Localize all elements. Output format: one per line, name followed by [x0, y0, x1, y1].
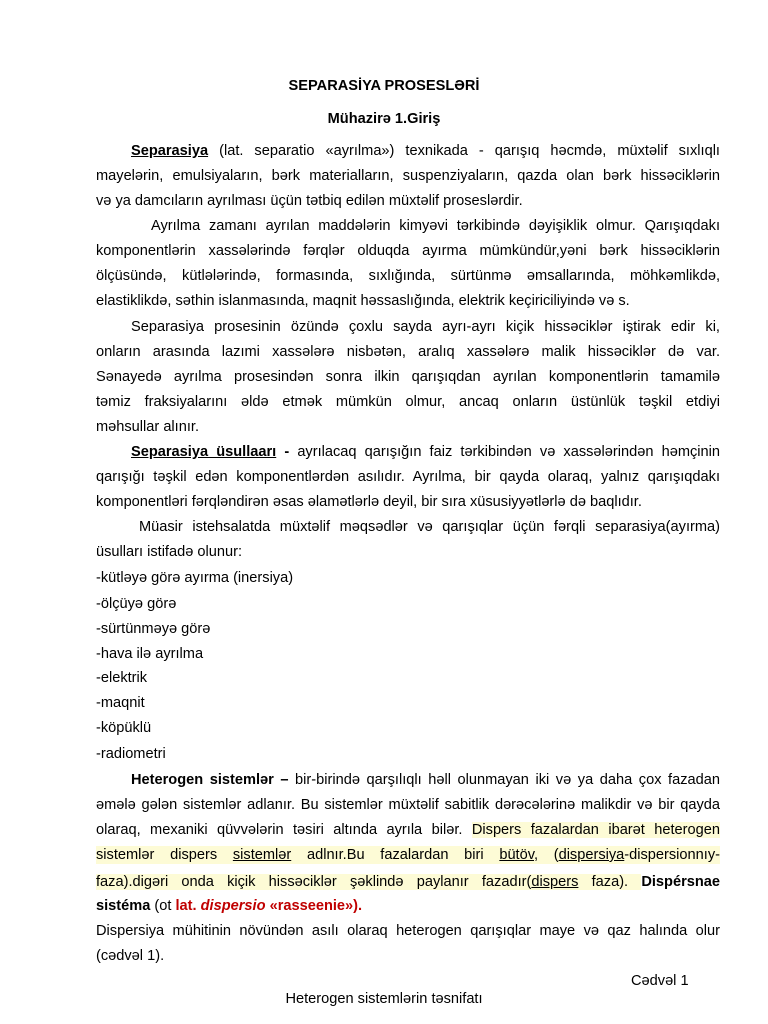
p6-line8: (cədvəl 1).	[96, 948, 165, 964]
p3-line4: təmiz fraksiyalarını əldə etmək mümkün olmur, ancaq onların üstünlük təşkil etdiyi	[96, 394, 720, 410]
p5-line1: Müasir istehsalatda müxtəlif məqsədlər və qarışıqlar üçün fərqli separasiya(ayırma)	[139, 519, 720, 535]
p6-line4: sistemlər dispers sistemlər adlnır.Bu fazalardan biri bütöv, (dispersiya-dispersionnıy-	[96, 847, 720, 863]
list-item: -sürtünməyə görə	[96, 621, 211, 637]
table-label: Cədvəl 1	[631, 973, 689, 989]
document-title: SEPARASİYA PROSESLƏRİ	[288, 78, 480, 94]
lecture-subtitle: Mühazirə 1.Giriş	[327, 111, 441, 127]
list-item: -hava ilə ayrılma	[96, 646, 204, 662]
p2-line4: elastiklikdə, səthin islanmasında, maqnit həssaslığında, elektrik keçiriciliyində və s.	[96, 293, 630, 309]
p2-line3: ölçüsündə, kütlələrində, formasında, sıxlığında, sürtünmə əmsallarında, möhkəmlikdə,	[96, 268, 720, 284]
p1-line1: Separasiya (lat. separatio «ayrılma») texnikada - qarışıq həcmdə, müxtəlif sıxlıqlı	[131, 143, 720, 159]
term-separasiya: Separasiya	[131, 143, 209, 159]
p2-line2: komponentlərin xassələrində fərqlər olduqda ayırma mümkündür,yəni bərk hissəciklərin	[96, 243, 720, 259]
p5-line2: üsulları istifadə olunur:	[96, 544, 243, 560]
list-item: -köpüklü	[96, 720, 152, 736]
p1-line3: və ya damcıların ayrılması üçün tətbiq edilən müxtəlif proseslərdir.	[96, 193, 523, 209]
p6-line1: Heterogen sistemlər – bir-birində qarşılıqlı həll olunmayan iki və ya daha çox fazadan	[131, 772, 720, 788]
highlighted-text: Dispers fazalardan ibarət heterogen	[471, 822, 720, 838]
p1-line2: mayelərin, emulsiyaların, bərk materialların, suspenziyaların, qazda olan bərk hissəciklərin	[96, 168, 720, 184]
list-item: -maqnit	[96, 695, 145, 711]
p6-line2: əmələ gələn sistemlər adlanır. Bu sistemlər müxtəlif sabitlik dərəcələrinə malikdir və bir qayda	[96, 797, 720, 813]
p4-line1: Separasiya üsullaarı - ayrılacaq qarışığın faiz tərkibindən və xassələrindən həmçinin	[131, 444, 720, 460]
table-caption: Heterogen sistemlərin təsnifatı	[285, 991, 483, 1007]
p4-line3: komponentləri fərqləndirən əsas əlamətlərlə deyil, bir sıra xüsusiyyətlərlə də baqlıdır.	[96, 494, 642, 510]
p3-line2: onların arasında lazımi xassələrə nisbətən, aralıq xassələrə malik hissəciklər də var.	[96, 344, 720, 360]
p6-line5: faza).digəri onda kiçik hissəciklər şəklində paylanır fazadır(dispers faza). Dispérsnae	[96, 874, 721, 890]
p6-line3: olaraq, mexaniki qüvvələrin təsiri altında ayrıla bilər. Dispers fazalardan ibarət heterogen	[96, 822, 720, 838]
term-separasiya-usullari: Separasiya üsullaarı	[131, 444, 277, 460]
list-item: -kütləyə görə ayırma (inersiya)	[96, 570, 294, 586]
p3-line5: məhsullar alınır.	[96, 419, 200, 435]
list-item: -elektrik	[96, 670, 148, 686]
p3-line1: Separasiya prosesinin özündə çoxlu sayda ayrı-ayrı kiçik hissəciklər iştirak edir ki,	[131, 319, 720, 335]
term-heterogen-sistemler: Heterogen sistemlər –	[131, 772, 289, 788]
list-item: -ölçüyə görə	[96, 596, 177, 612]
p6-line7: Dispersiya mühitinin növündən asılı olaraq heterogen qarışıqlar maye və qaz halında olur	[96, 923, 720, 939]
p3-line3: Sənayedə ayrılma prosesindən sonra ilkin qarışıqdan ayrılan komponentlərin tamamilə	[96, 369, 720, 385]
p4-line2: qarışığı təşkil edən komponentlərdən asılıdır. Ayrılma, bir qayda olaraq, yalnız qarışıqdakı	[96, 469, 720, 485]
list-item: -radiometri	[96, 746, 166, 762]
p2-line1: Ayrılma zamanı ayrılan maddələrin kimyəvi tərkibində dəyişiklik olmur. Qarışıqdakı	[151, 218, 720, 234]
p6-line6: sistéma (ot lat. dispersio «rasseenie»).	[96, 898, 363, 914]
